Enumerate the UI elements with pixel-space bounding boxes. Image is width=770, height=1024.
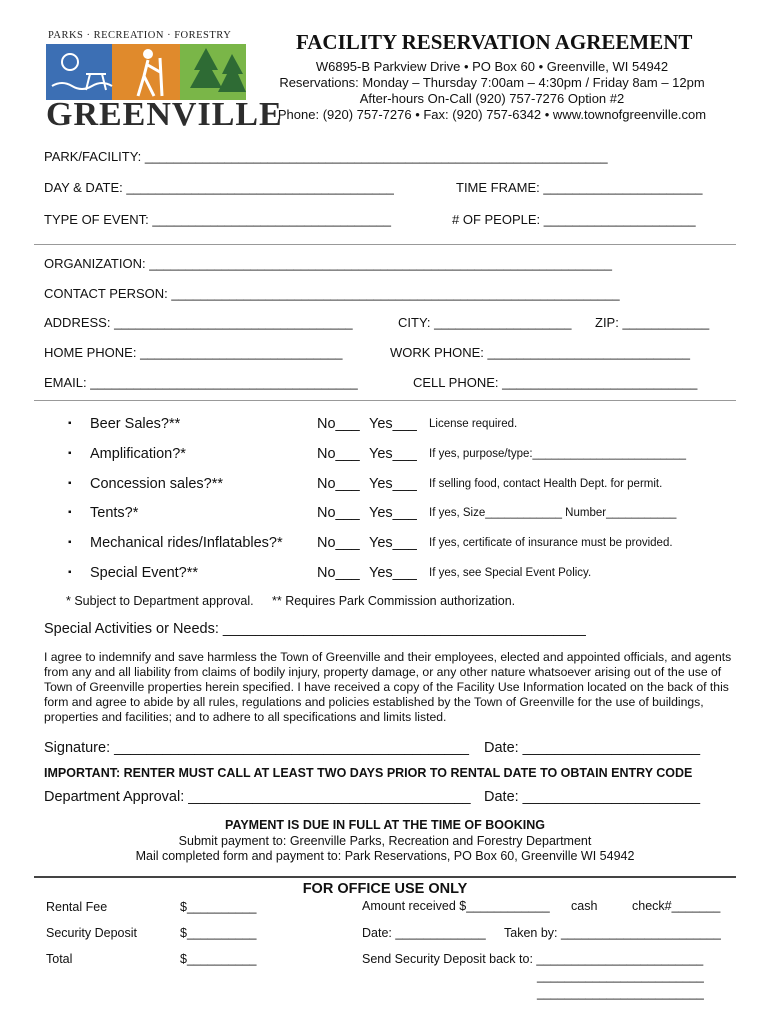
contact-person-field[interactable]: CONTACT PERSON: ______________________________________________________________ [44, 286, 620, 301]
bullet-icon: ▪ [68, 567, 72, 578]
yes-option[interactable]: Yes___ [369, 535, 417, 551]
payment-submit: Submit payment to: Greenville Parks, Recreation and Forestry Department [178, 834, 592, 848]
signature-date-field[interactable]: Date: ______________________ [484, 740, 701, 756]
header-hours: Reservations: Monday – Thursday 7:00am – 4:30pm / Friday 8am – 12pm [279, 75, 705, 90]
park-facility-field[interactable]: PARK/FACILITY: ________________________________________________________________ [44, 149, 608, 164]
question-label: Mechanical rides/Inflatables?* [90, 535, 283, 551]
yes-option[interactable]: Yes___ [369, 476, 417, 492]
time-frame-field[interactable]: TIME FRAME: ______________________ [456, 180, 703, 195]
question-label: Concession sales?** [90, 476, 223, 492]
type-of-event-field[interactable]: TYPE OF EVENT: _________________________________ [44, 212, 391, 227]
total-amount[interactable]: $__________ [180, 952, 257, 966]
question-note: If yes, certificate of insurance must be provided. [429, 537, 673, 549]
send-deposit-line-2[interactable]: ________________________ [537, 969, 704, 983]
no-option[interactable]: No___ [317, 446, 360, 462]
logo-graphic [46, 44, 246, 100]
address-field[interactable]: ADDRESS: _________________________________ [44, 315, 353, 330]
divider [34, 244, 736, 245]
special-activities-field[interactable]: Special Activities or Needs: _____________________________________________ [44, 621, 586, 637]
office-heading: FOR OFFICE USE ONLY [302, 881, 468, 897]
rental-fee-label: Rental Fee [46, 900, 108, 914]
no-option[interactable]: No___ [317, 505, 360, 521]
bullet-icon: ▪ [68, 418, 72, 429]
security-deposit-label: Security Deposit [46, 926, 138, 940]
yes-option[interactable]: Yes___ [369, 446, 417, 462]
question-note: If yes, purpose/type:________________________ [429, 448, 687, 460]
email-field[interactable]: EMAIL: _____________________________________ [44, 375, 358, 390]
department-approval-field[interactable]: Department Approval: ___________________________________ [44, 789, 471, 805]
organization-field[interactable]: ORGANIZATION: ________________________________________________________________ [44, 256, 612, 271]
question-label: Tents?* [90, 505, 139, 521]
question-note: License required. [429, 418, 518, 430]
hiker-icon [143, 49, 153, 59]
send-deposit-line-3[interactable]: ________________________ [537, 986, 704, 1000]
question-label: Beer Sales?** [90, 416, 181, 432]
cash-option[interactable]: cash [571, 899, 598, 913]
bullet-icon: ▪ [68, 537, 72, 548]
send-deposit-field[interactable]: Send Security Deposit back to: ________________________ [362, 952, 704, 966]
bullet-icon: ▪ [68, 478, 72, 489]
approval-date-field[interactable]: Date: ______________________ [484, 789, 701, 805]
no-option[interactable]: No___ [317, 416, 360, 432]
question-note: If yes, Size____________ Number___________ [429, 507, 677, 519]
important-notice: IMPORTANT: RENTER MUST CALL AT LEAST TWO DAYS PRIOR TO RENTAL DATE TO OBTAIN ENTRY CODE [44, 766, 693, 780]
no-option[interactable]: No___ [317, 476, 360, 492]
bullet-icon: ▪ [68, 448, 72, 459]
zip-field[interactable]: ZIP: ____________ [595, 315, 710, 330]
footnote-commission: ** Requires Park Commission authorization. [272, 594, 516, 608]
no-option[interactable]: No___ [317, 535, 360, 551]
total-label: Total [46, 952, 73, 966]
payment-heading: PAYMENT IS DUE IN FULL AT THE TIME OF BOOKING [225, 818, 545, 832]
header-address: W6895-B Parkview Drive • PO Box 60 • Greenville, WI 54942 [315, 59, 669, 74]
question-note: If yes, see Special Event Policy. [429, 567, 592, 579]
yes-option[interactable]: Yes___ [369, 416, 417, 432]
taken-by-field[interactable]: Taken by: _______________________ [504, 926, 721, 940]
yes-option[interactable]: Yes___ [369, 565, 417, 581]
day-date-field[interactable]: DAY & DATE: _____________________________________ [44, 180, 394, 195]
yes-option[interactable]: Yes___ [369, 505, 417, 521]
logo-blue-panel [46, 44, 112, 100]
footnote-department: * Subject to Department approval. [66, 594, 254, 608]
number-of-people-field[interactable]: # OF PEOPLE: _____________________ [452, 212, 696, 227]
page-title: FACILITY RESERVATION AGREEMENT [296, 30, 693, 54]
amount-received-field[interactable]: Amount received $____________ [362, 899, 550, 913]
question-note: If selling food, contact Health Dept. for permit. [429, 478, 663, 490]
security-deposit-amount[interactable]: $__________ [180, 926, 257, 940]
logo-name: GREENVILLE [46, 96, 283, 133]
payment-mail: Mail completed form and payment to: Park Reservations, PO Box 60, Greenville WI 54942 [135, 849, 635, 863]
office-date-field[interactable]: Date: _____________ [362, 926, 486, 940]
office-divider [34, 876, 736, 878]
home-phone-field[interactable]: HOME PHONE: ____________________________ [44, 345, 343, 360]
agreement-text: I agree to indemnify and save harmless the Town of Greenville and their employees, elected and appointed officials, and agents from any and all liability from claims of bodily injury, property damage, or any other nature whatsoever arising out of the use of Town of Greenville properties herein specified. I have received a copy of the Facility Use Information located on the back of this form and agree to abide by all rules, regulations and policies established by the Town of Greenville for the use of buildings, properties and facilities; and to adhere to all specifications and limits listed. [44, 650, 732, 724]
rental-fee-amount[interactable]: $__________ [180, 900, 257, 914]
cell-phone-field[interactable]: CELL PHONE: ___________________________ [413, 375, 698, 390]
check-number-field[interactable]: check#_______ [632, 899, 721, 913]
divider [34, 400, 736, 401]
signature-field[interactable]: Signature: ____________________________________________ [44, 740, 469, 756]
no-option[interactable]: No___ [317, 565, 360, 581]
logo-tagline: PARKS · RECREATION · FORESTRY [48, 30, 232, 41]
question-label: Special Event?** [90, 565, 199, 581]
header-contact: Phone: (920) 757-7276 • Fax: (920) 757-6342 • www.townofgreenville.com [277, 107, 707, 122]
bullet-icon: ▪ [68, 507, 72, 518]
city-field[interactable]: CITY: ___________________ [398, 315, 572, 330]
header-afterhours: After-hours On-Call (920) 757-7276 Option #2 [359, 91, 625, 106]
question-label: Amplification?* [90, 446, 186, 462]
work-phone-field[interactable]: WORK PHONE: ____________________________ [390, 345, 690, 360]
